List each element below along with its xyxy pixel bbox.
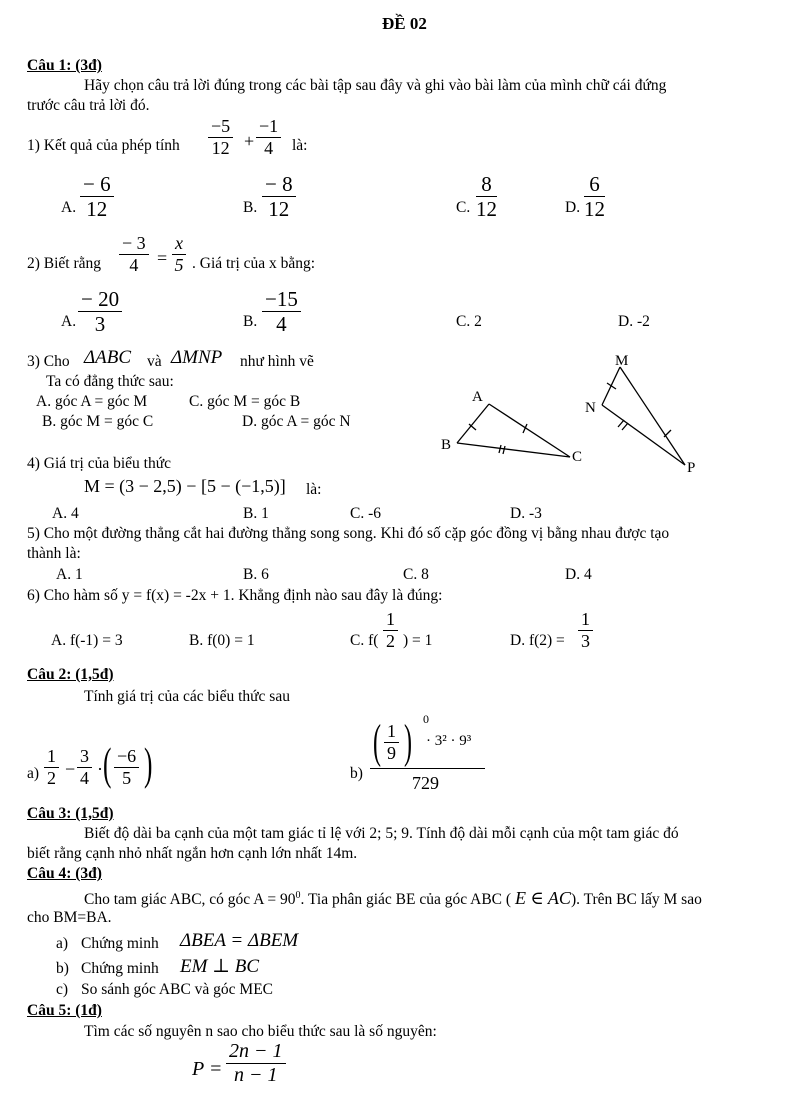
p2-option-a-fraction — [78, 288, 122, 335]
label-a: A — [472, 389, 483, 405]
q4-line1 — [84, 888, 702, 909]
label-p: P — [687, 460, 696, 476]
p3-option-c: C. góc M = góc B — [189, 393, 301, 410]
p1-prefix: 1) Kết quả của phép tính — [27, 137, 180, 154]
p2-left-fraction — [119, 234, 149, 275]
q2-a-f1-num: 1 — [44, 747, 59, 768]
p4-suffix: là: — [306, 481, 322, 498]
page-title: ĐỀ 02 — [382, 14, 427, 33]
p5-option-c: C. 8 — [403, 566, 429, 583]
q4-e-in-ac: E ∈ AC — [514, 888, 571, 908]
q2-a-fraction-2 — [77, 747, 92, 788]
p6-option-c-fraction — [383, 610, 398, 651]
q2-intro: Tính giá trị của các biểu thức sau — [84, 688, 290, 705]
q4-heading: Câu 4: (3đ) — [27, 865, 102, 882]
q4-a-label: a) — [56, 935, 69, 952]
p6-text: 6) Cho hàm số y = f(x) = -2x + 1. Khẳng định nào sau đây là đúng: — [27, 587, 443, 604]
p5-option-a: A. 1 — [56, 566, 83, 583]
p5-line1: 5) Cho một đường thẳng cắt hai đường thẳng song song. Khi đó số cặp góc đồng vị bằng nhau được tạo — [27, 525, 670, 542]
p4-expression: M = (3 − 2,5) − [5 − (−1,5)] — [84, 476, 286, 496]
q2-b-label: b) — [350, 765, 363, 782]
p1-f1-den: 12 — [211, 137, 230, 158]
p4-option-c: C. -6 — [350, 505, 381, 522]
q4-line1-part2: . Tia phân giác BE của góc ABC ( — [300, 891, 512, 908]
q1-intro-line2: trước câu trả lời đó. — [27, 97, 150, 114]
p1-fraction-1 — [208, 117, 233, 158]
p2-prefix: 2) Biết rằng — [27, 255, 102, 272]
q2-b-left-paren: ( — [373, 715, 381, 768]
p2-r-num: x — [172, 234, 186, 255]
q2-a-f1-den: 2 — [47, 767, 56, 788]
q2-b-right-paren: ) — [404, 715, 412, 768]
p2-option-b-label: B. — [243, 313, 258, 330]
p6-c-den: 2 — [386, 630, 395, 651]
q4-line1-part3: ). Trên BC lấy M sao — [570, 891, 702, 908]
p2-a-num: − 20 — [78, 288, 122, 312]
triangle-mnp — [602, 367, 685, 465]
q4-b-label: b) — [56, 960, 69, 977]
q5-num: 2n − 1 — [226, 1041, 286, 1064]
q2-a-f2-num: 3 — [77, 747, 92, 768]
p2-b-den: 4 — [276, 312, 287, 337]
p2-suffix: . Giá trị của x bằng: — [192, 255, 316, 272]
triangle-abc — [457, 404, 570, 457]
p4-option-d: D. -3 — [510, 505, 542, 522]
q1-heading: Câu 1: (3đ) — [27, 57, 102, 74]
p2-option-a-label: A. — [61, 313, 77, 330]
p6-d-num: 1 — [578, 610, 593, 631]
p1-option-d-fraction — [584, 173, 605, 220]
q2-b-inner-num: 1 — [384, 722, 399, 743]
p6-d-den: 3 — [581, 630, 590, 651]
p3-option-b: B. góc M = góc C — [42, 413, 154, 430]
q4-b-math: EM ⊥ BC — [180, 956, 260, 977]
label-c: C — [572, 449, 583, 465]
q5-heading: Câu 5: (1đ) — [27, 1002, 102, 1019]
p6-option-d-prefix: D. f(2) = — [510, 632, 565, 649]
p2-equals: = — [157, 248, 168, 268]
p1-option-b-fraction — [262, 173, 296, 220]
p1-f1-num: −5 — [208, 117, 233, 138]
p3-prefix: 3) Cho — [27, 353, 70, 370]
q4-c-text: So sánh góc ABC và góc MEC — [81, 981, 274, 998]
q3-heading: Câu 3: (1,5đ) — [27, 805, 114, 822]
q2-a-dot: · — [97, 759, 103, 779]
p2-a-den: 3 — [94, 312, 106, 337]
p1-d-num: 6 — [584, 173, 605, 197]
p1-b-num: − 8 — [262, 173, 296, 197]
p3-triangle-mnp: ΔMNP — [171, 347, 223, 368]
q2-b-inner-fraction — [384, 722, 399, 763]
p3-and: và — [147, 353, 162, 370]
p1-suffix: là: — [292, 137, 308, 154]
p6-option-c-suffix: ) = 1 — [403, 632, 433, 649]
p4-prefix: 4) Giá trị của biểu thức — [27, 455, 171, 472]
triangles-figure — [430, 345, 710, 480]
q2-a-label: a) — [27, 765, 40, 782]
q2-b-numerator — [370, 712, 485, 769]
q2-a-fraction-3 — [114, 747, 139, 788]
p1-option-c-label: C. — [456, 199, 471, 216]
p1-f2-den: 4 — [264, 137, 274, 158]
q4-line1-part1: Cho tam giác ABC, có góc A = 90 — [84, 891, 296, 908]
q2-b-exponent: 0 — [423, 712, 429, 726]
p3-triangle-abc: ΔABC — [84, 347, 132, 368]
q2-a-right-paren: ) — [144, 738, 153, 789]
q2-a-f3-num: −6 — [114, 747, 139, 768]
p6-option-b: B. f(0) = 1 — [189, 632, 255, 649]
q2-a-f2-den: 4 — [80, 767, 89, 788]
q2-b-rest: · 3² · 9³ — [426, 733, 472, 749]
p3-option-d: D. góc A = góc N — [242, 413, 351, 430]
p1-option-d-label: D. — [565, 199, 581, 216]
p1-option-a-fraction — [80, 173, 114, 220]
q4-a-text: Chứng minh — [81, 935, 159, 952]
q4-a-math: ΔBEA = ΔBEM — [180, 930, 299, 951]
p1-option-c-fraction — [476, 173, 497, 220]
p2-l-num: − 3 — [119, 234, 149, 255]
p1-c-den: 12 — [476, 197, 497, 222]
p1-d-den: 12 — [584, 197, 605, 222]
p2-option-b-fraction — [262, 288, 301, 335]
p6-option-d-fraction — [578, 610, 593, 651]
label-n: N — [585, 400, 596, 416]
p5-option-d: D. 4 — [565, 566, 592, 583]
p5-option-b: B. 6 — [243, 566, 269, 583]
p6-c-num: 1 — [383, 610, 398, 631]
q5-lhs: P = — [192, 1058, 223, 1080]
q2-b-denominator: 729 — [412, 773, 439, 793]
q1-intro-line1: Hãy chọn câu trả lời đúng trong các bài tập sau đây và ghi vào bài làm của mình chữ cái đứng — [84, 77, 667, 94]
q2-b-inner-den: 9 — [387, 742, 396, 763]
p1-c-num: 8 — [476, 173, 497, 197]
p6-option-c-prefix: C. f( — [350, 632, 379, 649]
q2-a-f3-den: 5 — [122, 767, 132, 788]
p4-option-a: A. 4 — [52, 505, 79, 522]
q3-line1: Biết độ dài ba cạnh của một tam giác tỉ lệ với 2; 5; 9. Tính độ dài mỗi cạnh của một tam giác đó — [84, 825, 679, 842]
p5-line2: thành là: — [27, 545, 81, 562]
p4-option-b: B. 1 — [243, 505, 269, 522]
p1-a-num: − 6 — [80, 173, 114, 197]
p1-plus: + — [244, 131, 255, 151]
p1-option-a-label: A. — [61, 199, 77, 216]
q5-line1: Tìm các số nguyên n sao cho biểu thức sau là số nguyên: — [84, 1023, 437, 1040]
label-m: M — [615, 353, 629, 369]
q5-den: n − 1 — [234, 1064, 278, 1086]
label-b: B — [441, 437, 452, 453]
p2-r-den: 5 — [174, 254, 184, 275]
p2-right-fraction — [172, 234, 186, 275]
p3-suffix: như hình vẽ — [240, 353, 314, 370]
q3-line2: biết rằng cạnh nhỏ nhất ngắn hơn cạnh lớn nhất 14m. — [27, 845, 358, 862]
p2-option-c: C. 2 — [456, 313, 482, 330]
q4-c-label: c) — [56, 981, 69, 998]
q2-a-left-paren: ( — [103, 738, 112, 789]
p1-f2-num: −1 — [256, 117, 281, 138]
q4-b-text: Chứng minh — [81, 960, 159, 977]
p2-b-num: −15 — [262, 288, 301, 312]
q2-a-minus: − — [65, 759, 76, 779]
p3-option-a: A. góc A = góc M — [36, 393, 148, 410]
p1-b-den: 12 — [268, 197, 290, 222]
q5-fraction — [226, 1041, 286, 1086]
q4-degree: 0 — [295, 889, 301, 901]
q4-line2: cho BM=BA. — [27, 909, 112, 926]
p2-l-den: 4 — [129, 254, 139, 275]
p3-line2: Ta có đẳng thức sau: — [46, 373, 174, 390]
q2-a-fraction-1 — [44, 747, 59, 788]
p1-fraction-2 — [256, 117, 281, 158]
q2-heading: Câu 2: (1,5đ) — [27, 666, 114, 683]
p6-option-a: A. f(-1) = 3 — [51, 632, 123, 649]
p2-option-d: D. -2 — [618, 313, 650, 330]
p1-a-den: 12 — [86, 197, 108, 222]
p1-option-b-label: B. — [243, 199, 258, 216]
